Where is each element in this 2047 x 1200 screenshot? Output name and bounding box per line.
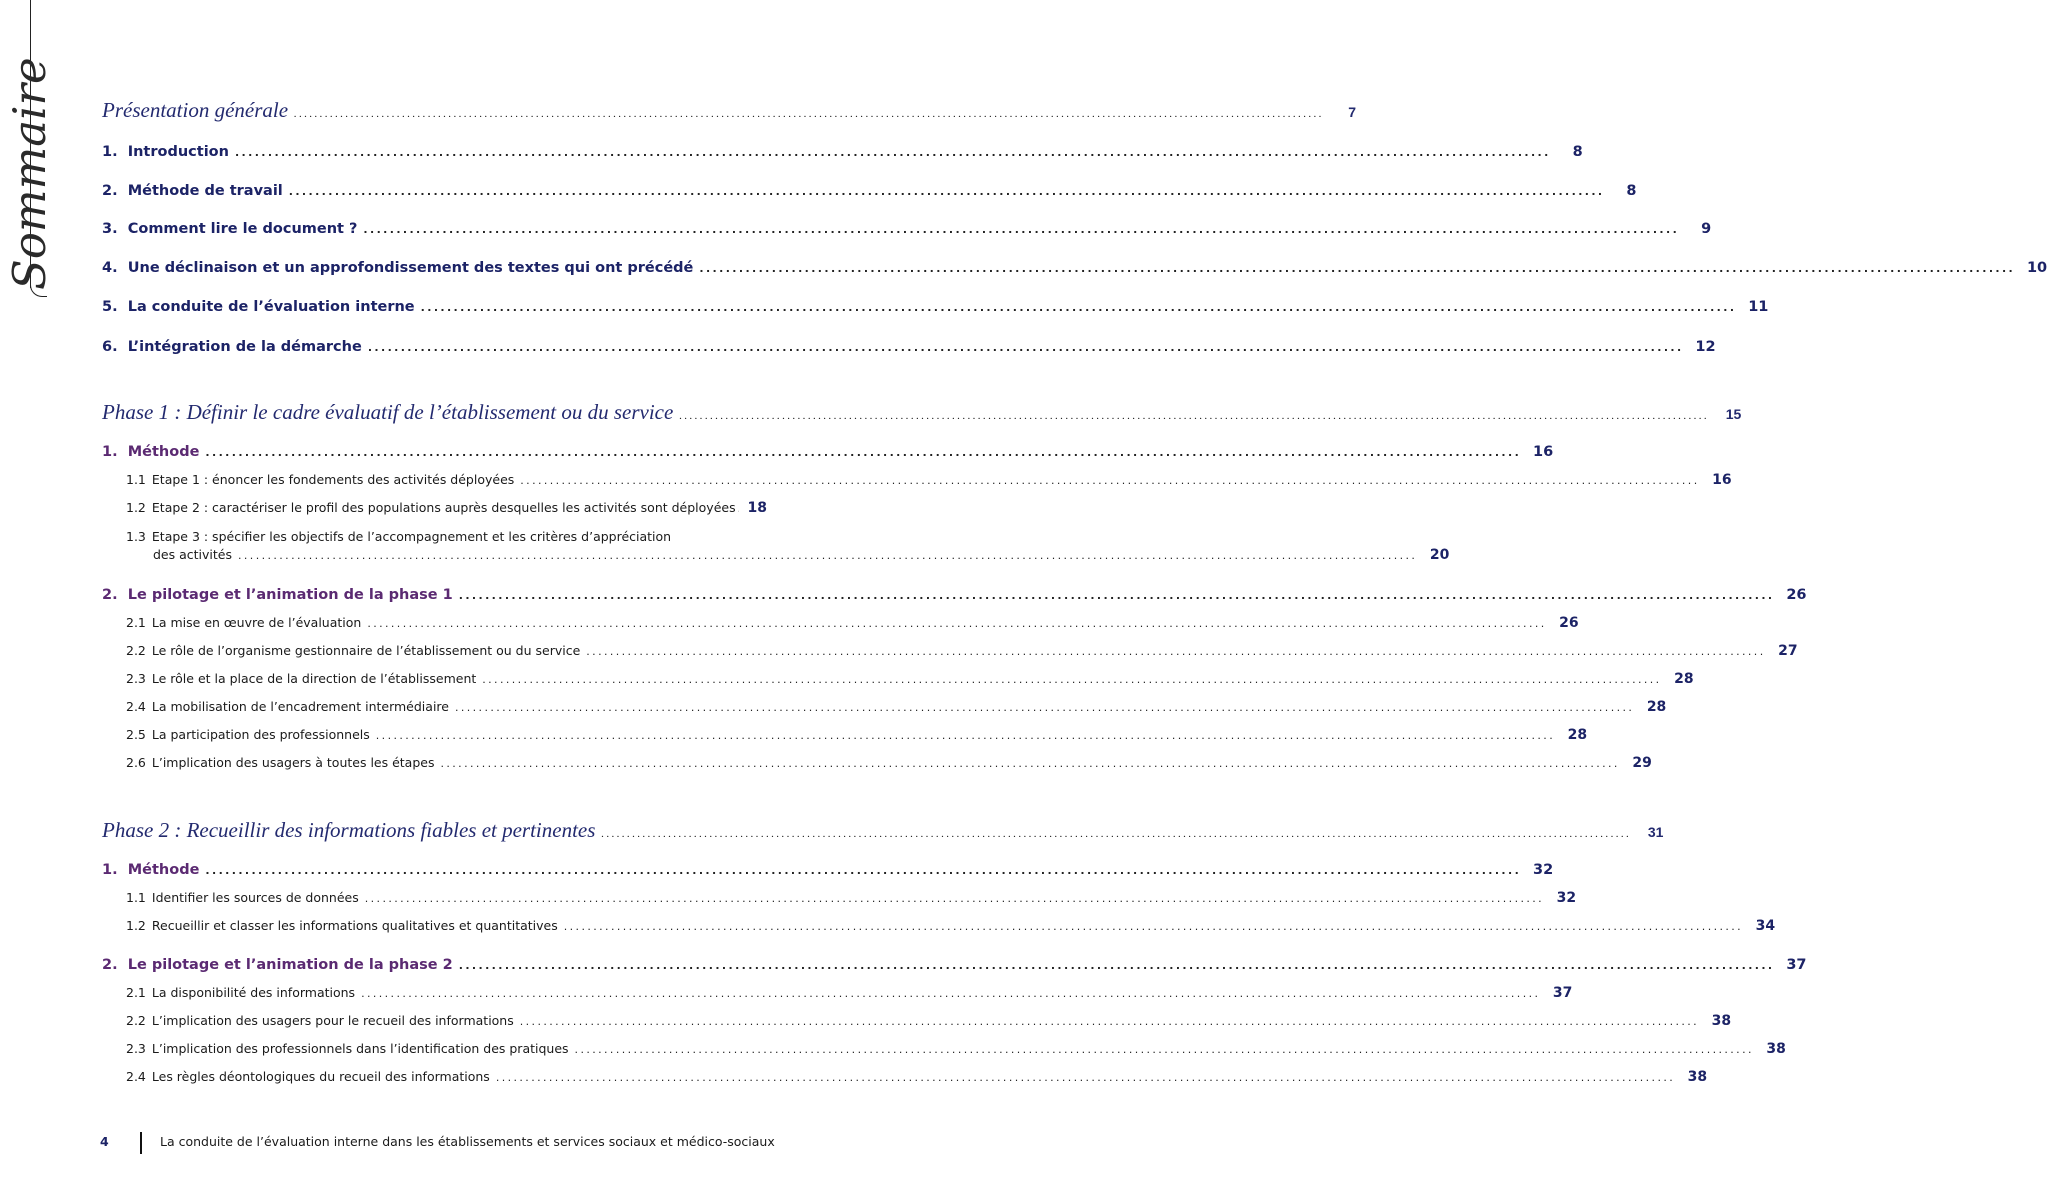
leader-dots: ........................................................................................................................................................................................................ [367,617,1547,630]
toc-page-number: 20 [1429,547,1450,563]
toc-subentry[interactable] [126,727,1588,743]
toc-section-presentation[interactable] [102,98,1357,123]
toc-entry-number: 5. [102,299,118,315]
toc-page-number: 37 [1786,957,1807,973]
toc-subentry-first-line[interactable] [126,529,671,544]
toc-subentry-label: Recueillir et classer les informations qualitatives et quantitatives [151,918,558,933]
leader-dots: ........................................................................................................................................................................................................ [205,446,1522,459]
toc-entry-number: 2. [102,957,118,973]
toc-entry-label: Méthode [127,444,200,460]
footer-divider [140,1132,142,1154]
leader-dots: ........................................................................................................................................................................................................ [294,108,1325,120]
leader-dots: ........................................................................................................................................................................................................ [205,864,1522,877]
toc-subentry-label-continued: des activités [153,547,232,562]
toc-page-number: 38 [1766,1041,1786,1057]
toc-subentry[interactable] [126,755,1652,771]
toc-entry-label: Méthode de travail [127,183,283,199]
leader-dots: ........................................................................................................................................................................................................ [519,1015,1700,1028]
toc-subentry-label: Le rôle de l’organisme gestionnaire de l’établissement ou du service [151,643,581,658]
toc-page-number: 7 [1348,104,1357,120]
toc-subentry-label: Identifier les sources de données [151,890,359,905]
toc-entry-label: Introduction [127,144,229,160]
leader-dots: ........................................................................................................................................................................................................ [238,549,1418,562]
toc-subentry-label: Etape 1 : énoncer les fondements des activités déployées [151,472,515,487]
toc-subentry[interactable] [126,615,1579,631]
toc-page-number: 18 [747,500,767,516]
leader-dots: ........................................................................................................................................................................................................ [440,757,1620,770]
toc-page-number: 10 [2026,260,2047,276]
toc-page-number: 32 [1556,890,1577,906]
toc-subentry-label: L’implication des usagers à toutes les étapes [151,755,435,770]
toc-page-number: 9 [1701,221,1712,237]
toc-subentry-label: Etape 3 : spécifier les objectifs de l’accompagnement et les critères d’appréciation [151,529,672,544]
toc-entry-number: 4. [102,260,118,276]
leader-dots: ........................................................................................................................................................................................................ [458,589,1775,602]
toc-subentry[interactable] [126,1041,1786,1057]
toc-subentry-number: 2.3 [126,1041,146,1056]
toc-subentry[interactable] [126,500,767,516]
leader-dots: ........................................................................................................................................................................................................ [361,987,1541,1000]
leader-dots: ........................................................................................................................................................................................................ [364,892,1545,905]
toc-entry[interactable] [102,221,1712,237]
leader-dots: ........................................................................................................................................................................................................ [601,828,1632,840]
footer-page-number: 4 [100,1134,109,1149]
toc-page-number: 26 [1786,587,1807,603]
leader-dots: ........................................................................................................................................................................................................ [574,1043,1754,1056]
toc-entry-label: Le pilotage et l’animation de la phase 1 [127,587,453,603]
toc-page-number: 28 [1567,727,1588,743]
toc-entry[interactable] [102,862,1554,878]
toc-subentry-number: 1.2 [126,918,146,933]
toc-subentry-number: 2.5 [126,727,146,742]
toc-subentry-label: La participation des professionnels [151,727,370,742]
toc-page-number: 8 [1626,183,1637,199]
leader-dots: ........................................................................................................................................................................................................ [495,1071,1676,1084]
leader-dots: ........................................................................................................................................................................................................ [454,701,1635,714]
toc-subentry-label: L’implication des usagers pour le recueil des informations [151,1013,514,1028]
toc-entry-label: L’intégration de la démarche [127,339,362,355]
toc-section-title: Phase 2 : Recueillir des informations fiables et pertinentes [102,818,596,842]
toc-subentry-continuation[interactable] [153,547,1450,563]
toc-subentry-number: 1.2 [126,500,146,515]
toc-entry[interactable] [102,444,1554,460]
toc-subentry-label: L’implication des professionnels dans l’identification des pratiques [151,1041,569,1056]
toc-subentry[interactable] [126,890,1577,906]
toc-entry[interactable] [102,587,1807,603]
toc-page-number: 29 [1632,755,1652,771]
toc-subentry-number: 2.1 [126,615,146,630]
leader-dots: ........................................................................................................................................................................................................ [375,729,1556,742]
leader-dots: ........................................................................................................................................................................................................ [482,673,1662,686]
leader-dots: ........................................................................................................................................................................................................ [420,301,1737,314]
toc-page-number: 12 [1695,339,1716,355]
toc-entry-number: 2. [102,183,118,199]
toc-subentry[interactable] [126,1013,1732,1029]
leader-dots: ........................................................................................................................................................................................................ [586,645,1766,658]
toc-page-number: 37 [1552,985,1573,1001]
toc-page-number: 11 [1748,299,1769,315]
leader-dots: ........................................................................................................................................................................................................ [679,410,1710,422]
sidebar-title: Sommaire [3,57,56,290]
toc-subentry-label: La mobilisation de l’encadrement intermédiaire [151,699,449,714]
toc-entry-number: 1. [102,444,118,460]
toc-entry[interactable] [102,260,2047,276]
toc-entry-label: Le pilotage et l’animation de la phase 2 [127,957,453,973]
toc-subentry-number: 2.6 [126,755,146,770]
toc-page-number: 27 [1778,643,1798,659]
toc-subentry-number: 2.4 [126,699,146,714]
leader-dots: ........................................................................................................................................................................................................ [458,959,1775,972]
footer-running-title: La conduite de l’évaluation interne dans les établissements et services sociaux et médico-sociaux [160,1134,775,1149]
leader-dots: ........................................................................................................................................................................................................ [363,223,1680,236]
toc-subentry-number: 1.1 [126,890,146,905]
toc-page-number: 15 [1725,406,1742,422]
toc-subentry-label: Le rôle et la place de la direction de l’établissement [151,671,477,686]
toc-page-number: 38 [1711,1013,1732,1029]
toc-subentry-number: 2.2 [126,1013,146,1028]
toc-subentry[interactable] [126,699,1667,715]
toc-section-title: Phase 1 : Définir le cadre évaluatif de l’établissement ou du service [102,400,674,424]
toc-page-number: 8 [1572,144,1583,160]
toc-section-phase-1[interactable] [102,400,1742,425]
leader-dots: ........................................................................................................................................................................................................ [563,920,1744,933]
toc-subentry-number: 1.3 [126,529,146,544]
toc-section-phase-2[interactable] [102,818,1664,843]
leader-dots: ........................................................................................................................................................................................................ [520,474,1700,487]
toc-entry-number: 6. [102,339,118,355]
toc-entry-label: Une déclinaison et un approfondissement des textes qui ont précédé [127,260,694,276]
toc-entry-number: 1. [102,862,118,878]
toc-subentry-number: 2.3 [126,671,146,686]
toc-entry[interactable] [102,957,1807,973]
leader-dots: ........................................................................................................................................................................................................ [367,341,1684,354]
toc-page-number: 28 [1646,699,1667,715]
toc-entry-label: Comment lire le document ? [127,221,358,237]
toc-page-number: 31 [1647,824,1664,840]
toc-subentry[interactable] [126,671,1694,687]
toc-subentry[interactable] [126,918,1776,934]
toc-entry-label: La conduite de l’évaluation interne [127,299,415,315]
leader-dots: ........................................................................................................................................................................................................ [288,185,1605,198]
toc-page-number: 16 [1532,444,1554,460]
toc-subentry[interactable] [126,1069,1708,1085]
toc-page-number: 34 [1755,918,1776,934]
leader-dots: ........................................................................................................................................................................................................ [699,262,2016,275]
toc-entry[interactable] [102,299,1769,315]
toc-entry-label: Méthode [127,862,200,878]
toc-entry[interactable] [102,144,1583,160]
leader-dots [738,502,739,515]
toc-subentry[interactable] [126,985,1573,1001]
toc-entry[interactable] [102,183,1637,199]
toc-subentry-number: 1.1 [126,472,146,487]
toc-subentry-label: Les règles déontologiques du recueil des informations [151,1069,490,1084]
toc-page-number: 26 [1559,615,1579,631]
toc-entry-number: 1. [102,144,118,160]
leader-dots: ........................................................................................................................................................................................................ [234,146,1551,159]
toc-page-number: 32 [1532,862,1554,878]
toc-page-number: 38 [1687,1069,1708,1085]
toc-page-number: 28 [1674,671,1694,687]
toc-subentry[interactable] [126,643,1798,659]
toc-entry[interactable] [102,339,1716,355]
toc-subentry-label: La disponibilité des informations [151,985,356,1000]
toc-subentry-label: La mise en œuvre de l’évaluation [151,615,362,630]
toc-section-title: Présentation générale [102,98,289,122]
toc-subentry-label: Etape 2 : caractériser le profil des populations auprès desquelles les activités sont déployées [151,500,736,515]
toc-subentry[interactable] [126,472,1732,488]
toc-subentry-number: 2.4 [126,1069,146,1084]
toc-subentry-number: 2.1 [126,985,146,1000]
toc-subentry-number: 2.2 [126,643,146,658]
toc-entry-number: 3. [102,221,118,237]
toc-entry-number: 2. [102,587,118,603]
toc-page-number: 16 [1712,472,1732,488]
